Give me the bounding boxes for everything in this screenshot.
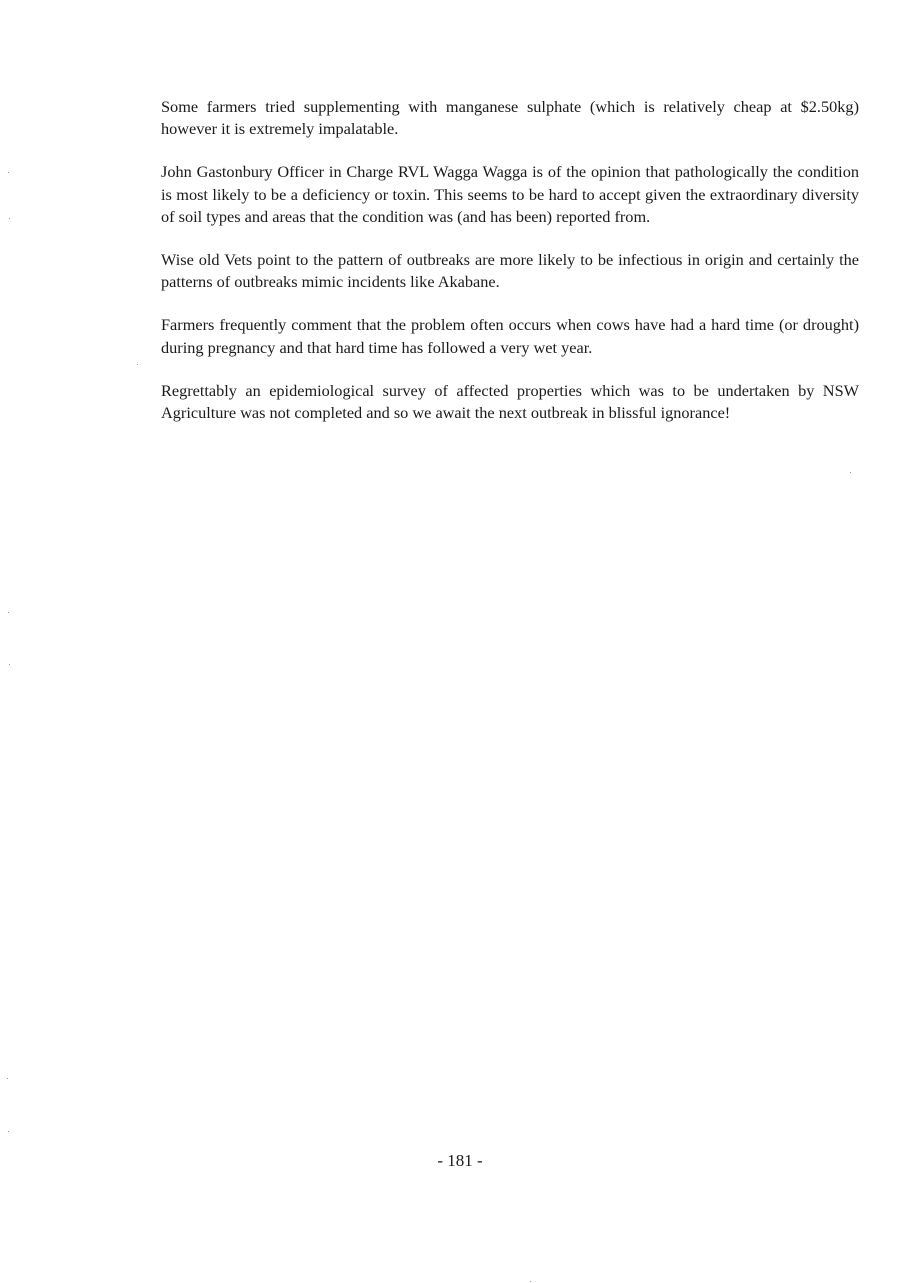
scan-speck xyxy=(850,472,851,473)
scan-speck xyxy=(7,1078,8,1079)
scan-speck xyxy=(8,612,9,613)
scan-speck xyxy=(530,1281,531,1282)
document-body xyxy=(161,96,859,445)
paragraph-epidemiological-survey: Regrettably an epidemiological survey of affected properties which was to be undertaken by NSW Agriculture was not completed and so we await the next outbreak in blissful ignorance! xyxy=(161,380,859,423)
paragraph-pathology-opinion: John Gastonbury Officer in Charge RVL Wagga Wagga is of the opinion that pathologically the condition is most likely to be a deficiency or toxin. This seems to be hard to accept given the extraordinary diversity of soil types and areas that the condition was (and has been) reported from. xyxy=(161,162,859,226)
page-number: - 181 - xyxy=(437,1151,483,1170)
scan-speck xyxy=(137,364,138,365)
paragraph-infectious-origin: Wise old Vets point to the pattern of outbreaks are more likely to be infectious in origin and certainly the patterns of outbreaks mimic incidents like Akabane. xyxy=(161,250,859,292)
scan-speck xyxy=(9,664,10,665)
scan-speck xyxy=(9,218,10,219)
scan-speck xyxy=(8,172,9,173)
paragraph-manganese: Some farmers tried supplementing with manganese sulphate (which is relatively cheap at $2.50kg) however it is extremely impalatable. xyxy=(161,97,859,139)
paragraph-farmer-comments: Farmers frequently comment that the problem often occurs when cows have had a hard time (or drought) during pregnancy and that hard time has followed a very wet year. xyxy=(161,315,859,357)
scan-speck xyxy=(8,1131,9,1132)
